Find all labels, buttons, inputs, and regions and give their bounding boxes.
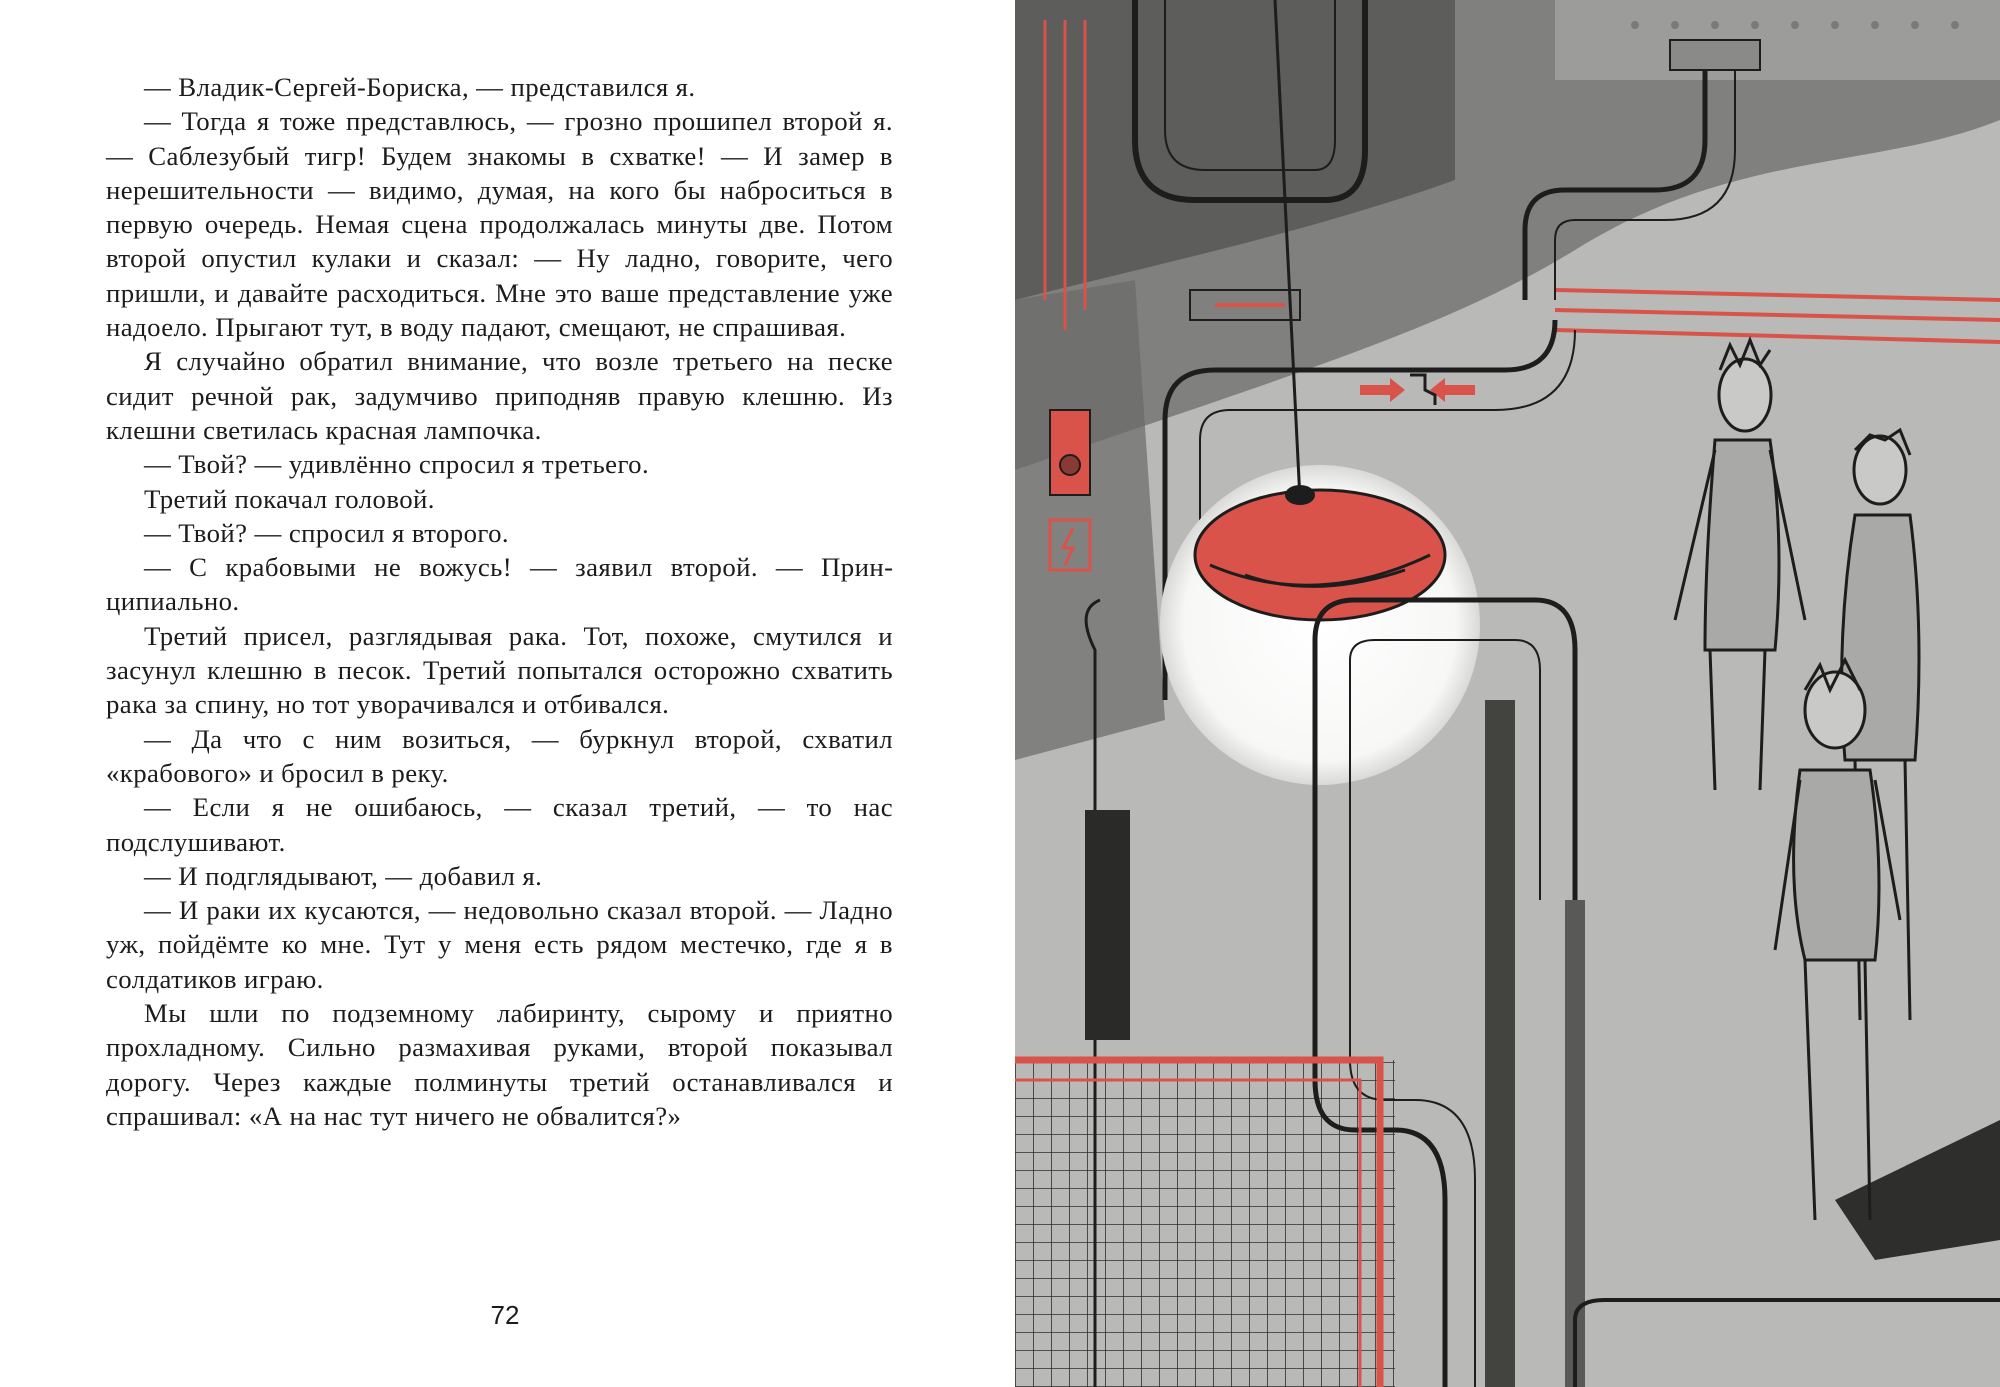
paragraph: — И подглядывают, — добавил я. bbox=[144, 860, 543, 891]
red-panel bbox=[1050, 410, 1090, 495]
lamp-top bbox=[1285, 485, 1315, 505]
paragraph: — Владик-Сергей-Бориска, — представился я. bbox=[144, 72, 696, 102]
paragraph: — Твой? — удивлённо спросил я третьего. bbox=[144, 449, 650, 480]
fence-grid bbox=[1015, 1060, 1395, 1387]
paragraph: — Если я не ошибаюсь, — сказал третий, — то нас подслушивают. bbox=[106, 792, 893, 857]
paragraph: Мы шли по подземному лабиринту, сырому и приятно прохладному. Сильно размахивая руками, второй показывал дорогу. Через каждые полминуты третий останавливался и спрашивал: «А на нас тут ничего не обвалится?» bbox=[106, 998, 893, 1131]
vertical-tube bbox=[1085, 810, 1130, 1040]
top-right-panel bbox=[1555, 0, 2000, 80]
paragraph: — Твой? — спросил я второго. bbox=[144, 517, 510, 548]
right-page-illustration bbox=[1015, 0, 2000, 1387]
panel-button bbox=[1060, 455, 1080, 475]
paragraph: Третий присел, разглядывая рака. Тот, похоже, смутился и засунул клешню в песок. Третий попытался осторожно схватить рака за спину, но тот уворачивался и отбивался. bbox=[106, 620, 893, 720]
illustration-ink-painting bbox=[1015, 0, 2000, 1387]
paragraph: Третий покачал головой. bbox=[144, 483, 435, 514]
body-text bbox=[106, 70, 893, 1133]
paragraph: — И раки их кусаются, — недовольно сказал второй. — Ладно уж, пойдёмте ко мне. Тут у меня есть рядом местечко, где я в солдатиков играю. bbox=[106, 895, 893, 994]
dark-streak bbox=[1485, 700, 1515, 1387]
paragraph: — Тогда я тоже представлюсь, — грозно прошипел второй я. — Саблезубый тигр! Будем знакомы в схватке! — И замер в нерешительности — видимо, думая, на кого бы наброситься в первую очередь. Немая сцена продолжалась минуты две. Потом второй опустил кулаки и сказал: — Ну ладно, говорите, чего пришли, и давайте расходиться. Мне это ваше представление уже надоело. Прыгают тут, в воду падают, смещают, не спрашивая. bbox=[106, 106, 893, 343]
paragraph: — С крабовыми не вожусь! — заявил второй. — Принципиально. bbox=[106, 552, 893, 617]
paragraph: Я случайно обратил внимание, что возле третьего на песке сидит речной рак, задумчиво приподняв правую клешню. Из клешни светилась красная лампочка. bbox=[106, 346, 893, 445]
paragraph: — Да что с ним возиться, — буркнул второй, схватил «крабового» и бросил в реку. bbox=[106, 723, 893, 788]
page-number: 72 bbox=[490, 1300, 520, 1330]
pipe-bracket bbox=[1670, 40, 1760, 70]
